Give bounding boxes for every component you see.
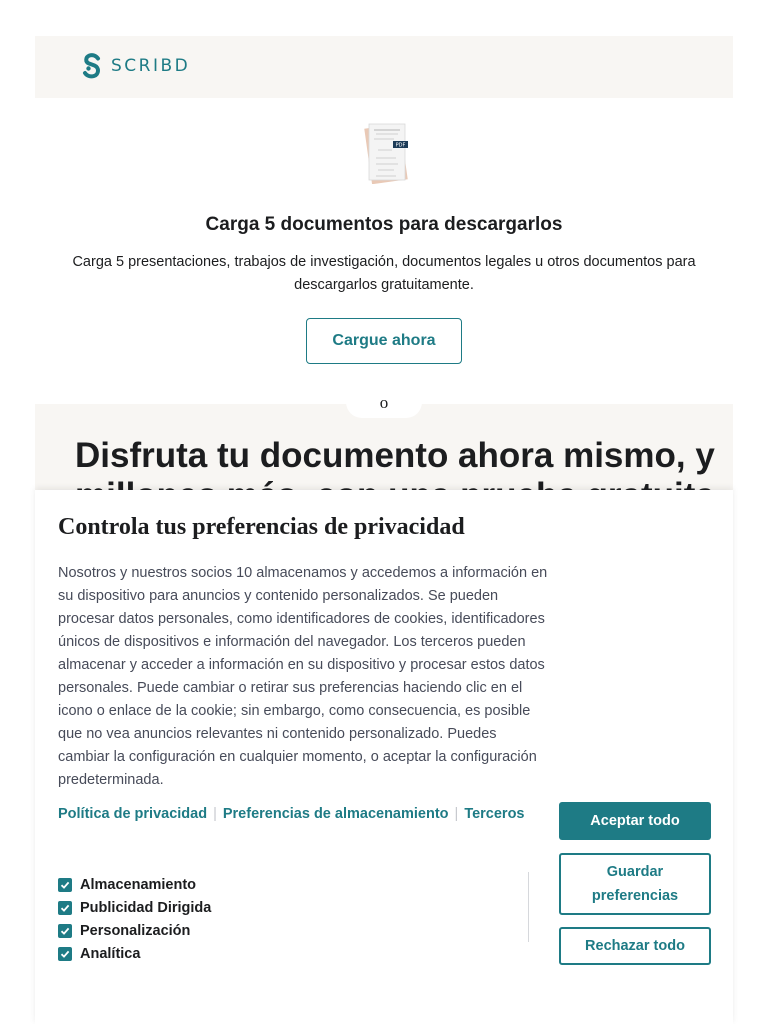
upload-now-button[interactable]: Cargue ahora: [306, 318, 462, 364]
save-preferences-button[interactable]: Guardar preferencias: [559, 853, 711, 915]
or-separator: o: [346, 388, 422, 418]
privacy-policy-link[interactable]: Política de privacidad: [58, 806, 208, 822]
site-header: [35, 36, 733, 98]
scribd-logo[interactable]: [81, 52, 190, 80]
reject-all-button[interactable]: Rechazar todo: [559, 927, 711, 965]
pdf-document-icon: [360, 120, 410, 184]
checkbox-checked-icon[interactable]: [58, 924, 72, 938]
accept-all-button[interactable]: Aceptar todo: [559, 802, 711, 840]
purpose-personalization[interactable]: [58, 919, 211, 942]
promo-title: Disfruta tu documento ahora mismo, y: [75, 436, 715, 475]
consent-purposes-list: [58, 873, 211, 965]
storage-preferences-link[interactable]: Preferencias de almacenamiento: [222, 806, 449, 822]
third-parties-link[interactable]: Terceros: [464, 806, 525, 822]
vertical-divider: [528, 872, 529, 942]
privacy-dialog-body: Nosotros y nuestros socios 10 almacenamos y accedemos a información en su dispositivo para anuncios y contenido personalizados. Se pueden procesar datos personales, como identificadores de cookies, identificadores únicos de dispositivos e información del navegador. Los terceros pueden almacenar y acceder a información en su dispositivo y procesar estos datos personales. Puede cambiar o retirar sus preferencias haciendo clic en el icono o enlace de la cookie; sin embargo, como consecuencia, es posible que no vea anuncios relevantes ni contenido personalizado. Puedes cambiar la configuración en cualquier momento, o aceptar la configuración predeterminada.: [58, 565, 548, 788]
checkbox-checked-icon[interactable]: [58, 878, 72, 892]
privacy-links: [58, 802, 528, 826]
document-stack-illustration: [360, 120, 410, 189]
free-trial-promo: [35, 404, 733, 504]
checkbox-checked-icon[interactable]: [58, 947, 72, 961]
purpose-analytics[interactable]: [58, 942, 211, 965]
purpose-storage[interactable]: [58, 873, 211, 896]
brand-name: SCRIBD: [111, 56, 191, 76]
link-separator: |: [213, 806, 217, 822]
checkbox-checked-icon[interactable]: [58, 901, 72, 915]
privacy-dialog-title: Controla tus preferencias de privacidad: [58, 514, 465, 540]
purpose-label: Analítica: [80, 945, 141, 962]
purpose-label: Almacenamiento: [80, 876, 197, 893]
scribd-s-logo-icon: [81, 52, 103, 80]
privacy-consent-dialog: [35, 490, 733, 1024]
pdf-badge: PDF: [395, 142, 406, 149]
upload-description: Carga 5 presentaciones, trabajos de investigación, documentos legales u otros documentos para descargarlos gratuitamente.: [72, 254, 696, 293]
upload-title: Carga 5 documentos para descargarlos: [205, 214, 563, 235]
purpose-targeted-advertising[interactable]: [58, 896, 211, 919]
link-separator: |: [454, 806, 459, 822]
purpose-label: Personalización: [80, 922, 191, 939]
purpose-label: Publicidad Dirigida: [80, 899, 212, 916]
